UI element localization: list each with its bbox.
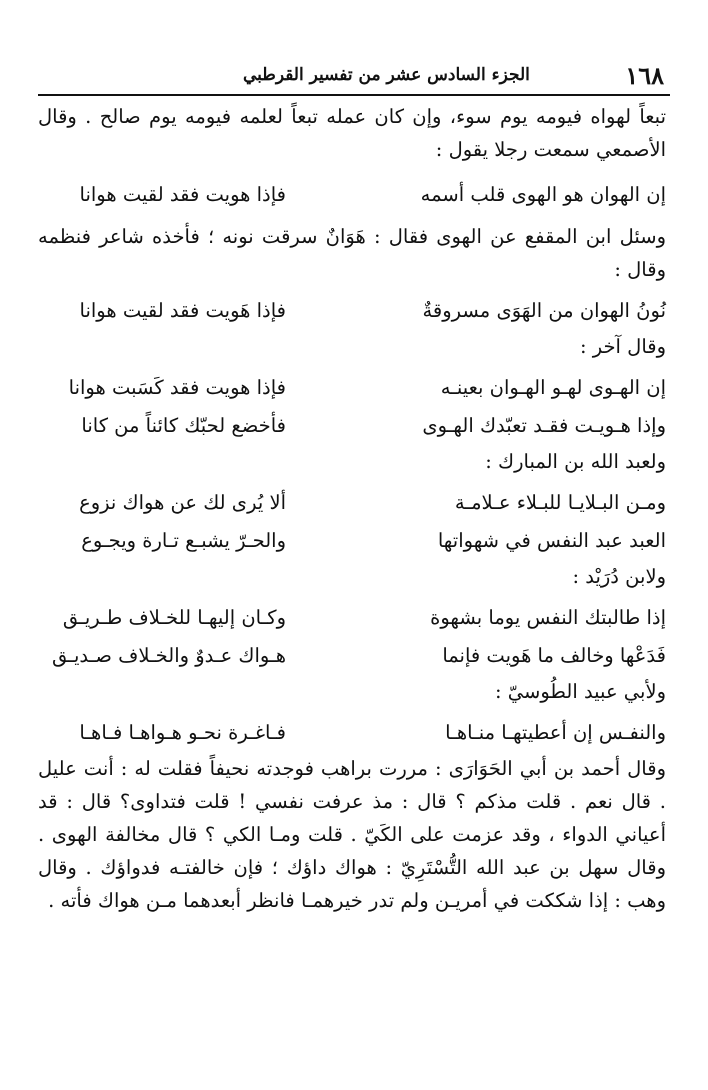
poet-label: ولعبد الله بن المبارك :	[485, 450, 666, 473]
verse-line	[38, 484, 666, 522]
header-rule	[38, 94, 670, 96]
intro-paragraph: تبعاً لهواه فيومه يوم سوء، وإن كان عمله تبعاً لعلمه فيومه يوم صالح . وقال الأصمعي سمعت رجلا يقول :	[38, 105, 666, 161]
verse-line	[38, 407, 666, 445]
verse-second-hemistich: فإذا هويت فقد لقيت هوانا	[79, 183, 286, 206]
poet-label: ولابن دُرَيْد :	[572, 565, 666, 588]
page-header	[38, 58, 670, 92]
poet-label: وقال آخر :	[579, 335, 666, 358]
verse-line	[38, 637, 666, 675]
page-number: ١٦٨	[625, 60, 664, 90]
verse-second-hemistich: فـاغـرة نحـو هـواهـا فـاهـا	[79, 721, 286, 744]
verse-line	[38, 292, 666, 330]
verse-second-hemistich: ألا يُرى لك عن هواك نزوع	[79, 491, 286, 514]
verse-first-hemistich: وإذا هـويـت فقـد تعبّدك الهـوى	[422, 414, 666, 437]
verse-first-hemistich: العبد عبد النفس في شهواتها	[437, 529, 666, 552]
verse-first-hemistich: إن الهـوى لهـو الهـوان بعينـه	[440, 376, 666, 399]
verse-first-hemistich: ومـن البـلايـا للبـلاء عـلامـة	[454, 491, 666, 514]
verse-first-hemistich: إن الهوان هو الهوى قلب أسمه	[420, 183, 666, 206]
verse-second-hemistich: وكـان إليهـا للخـلاف طـريـق	[62, 606, 286, 629]
verse-first-hemistich: فَدَعْها وخالف ما هَويت فإنما	[442, 644, 666, 667]
verse-line	[38, 369, 666, 407]
verse-second-hemistich: فأخضع لحبّك كائناً من كانا	[81, 414, 286, 437]
verse-first-hemistich: نُونُ الهوان من الهَوَى مسروقةٌ	[422, 299, 666, 322]
verse-line	[38, 714, 666, 752]
verse-line	[38, 522, 666, 560]
verse-first-hemistich: والنفـس إن أعطيتهـا منـاهـا	[445, 721, 666, 744]
verse-line	[38, 599, 666, 637]
verse-second-hemistich: هـواك عـدوٌ والخـلاف صـديـق	[52, 644, 286, 667]
page-body	[38, 100, 666, 917]
verse-second-hemistich: فإذا هويت فقد كَسَبت هوانا	[68, 376, 286, 399]
paragraph-ibn-muqaffa: وسئل ابن المقفع عن الهوى فقال : هَوَانٌ سرقت نونه ؛ فأخذه شاعر فنظمه وقال :	[38, 225, 666, 281]
paragraph-closing: وقال أحمد بن أبي الحَوَارَى : مررت براهب فوجدته نحيفاً فقلت له : أنت عليل . قال نعم . قلت مذكم ؟ قال : مذ عرفت نفسي ! قلت فتداوى؟ قال : قد أعياني الدواء ، وقد عزمت على الكَيّ . قلت ومـا الكي ؟ قال مخالفة الهوى . وقال سهل بن عبد الله التُّسْتَرِيّ : هواك داؤك ؛ فإن خالفتـه فدواؤك . وقال وهب : إذا شككت في أمريـن ولم تدر خيرهمـا فانظر أبعدهما مـن هواك فأته .	[38, 757, 666, 912]
verse-first-hemistich: إذا طالبتك النفس يوما بشهوة	[430, 606, 666, 629]
verse-line	[38, 176, 666, 214]
verse-second-hemistich: والحـرّ يشبـع تـارة ويجـوع	[81, 529, 286, 552]
poet-label: ولأبي عبيد الطُوسيّ :	[494, 680, 666, 703]
running-title: الجزء السادس عشر من تفسير القرطبي	[243, 65, 530, 85]
verse-second-hemistich: فإذا هَويت فقد لقيت هوانا	[79, 299, 286, 322]
